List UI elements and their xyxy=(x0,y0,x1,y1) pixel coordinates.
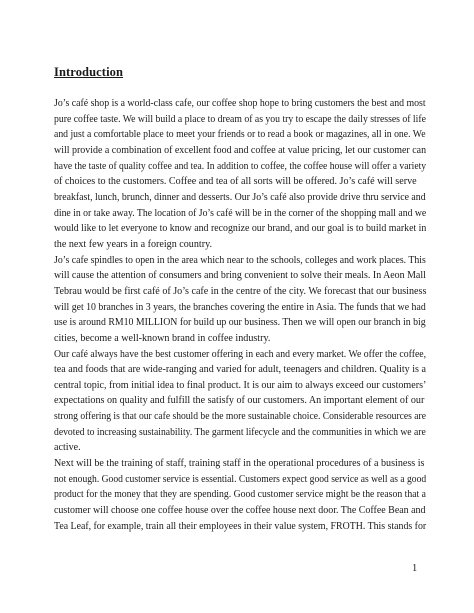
text-line: devoted to increasing sustainability. The garment lifecycle and the communities in which we are xyxy=(54,426,426,438)
text-line: Tebrau would be first café of Jo’s cafe in the centre of the city. We forecast that our business xyxy=(54,285,427,297)
text-line: not enough. Good customer service is essential. Customers expect good service as well as a good xyxy=(54,473,427,485)
text-line: cities, become a well-known brand in coffee industry. xyxy=(54,332,271,344)
text-line: the next few years in a foreign country. xyxy=(54,238,212,250)
text-line: Jo’s café shop is a world-class cafe, our coffee shop hope to bring customers the best and most xyxy=(54,98,426,109)
text-line: active. xyxy=(54,442,81,454)
text-line: use is around RM10 MILLION for build up our business. Then we will open our branch in big xyxy=(54,317,426,329)
text-line: would like to let everyone to know and recognize our brand, and our goal is to build market in xyxy=(54,223,427,235)
text-line: expectations on quality and fulfill the satisfy of our customers. An important element of our xyxy=(54,395,425,407)
text-line: customer will choose one coffee house over the coffee house next door. The Coffee Bean and xyxy=(54,505,426,517)
text-line: will provide a combination of excellent food and coffee at value pricing, let our customer can xyxy=(54,144,427,156)
body-text xyxy=(54,96,426,534)
text-line: and just a comfortable place to meet your friends or to read a book or magazines, all in one. We xyxy=(54,129,426,141)
text-line: breakfast, lunch, brunch, dinner and desserts. Our Jo’s café also provide drive thru service and xyxy=(54,191,426,203)
text-line: pure coffee taste. We will build a place to dream of as you try to escape the daily stresses of life xyxy=(54,113,426,125)
text-line: Jo’s cafe spindles to open in the area which near to the schools, colleges and work places. This xyxy=(54,254,426,266)
text-line: Next will be the training of staff, training staff in the operational procedures of a business is xyxy=(54,458,425,470)
text-line: will get 10 branches in 3 years, the branches covering the entire in Asia. The funds that we had xyxy=(54,301,426,313)
section-heading: Introduction xyxy=(54,65,124,79)
text-line: product for the money that they are spending. Good customer service might be the reason that a xyxy=(54,489,426,501)
text-line: will cause the attention of consumers and bring convenient to solve their meals. In Aeon Mall xyxy=(54,270,426,282)
text-line: tea and foods that are wide-ranging and varied for adult, teenagers and children. Quality is a xyxy=(54,364,426,376)
text-line: strong offering is that our cafe should be the more sustainable choice. Considerable resources are xyxy=(54,411,426,423)
text-line: have the taste of quality coffee and tea. In addition to coffee, the coffee house will offer a variety xyxy=(54,160,427,172)
text-line: central topic, from initial idea to final product. It is our aim to always exceed our customers’ xyxy=(54,379,427,391)
text-line: dine in or take away. The location of Jo’s café will be in the corner of the shopping mall and we xyxy=(54,207,427,219)
text-line: Our café always have the best customer offering in each and every market. We offer the coffee, xyxy=(54,348,427,360)
text-line: of choices to the customers. Coffee and tea of all sorts will be offered. Jo’s café will serve xyxy=(54,176,417,188)
text-line: Tea Leaf, for example, train all their employees in their value system, FROTH. This stands for xyxy=(54,520,427,532)
page-number: 1 xyxy=(412,563,418,574)
